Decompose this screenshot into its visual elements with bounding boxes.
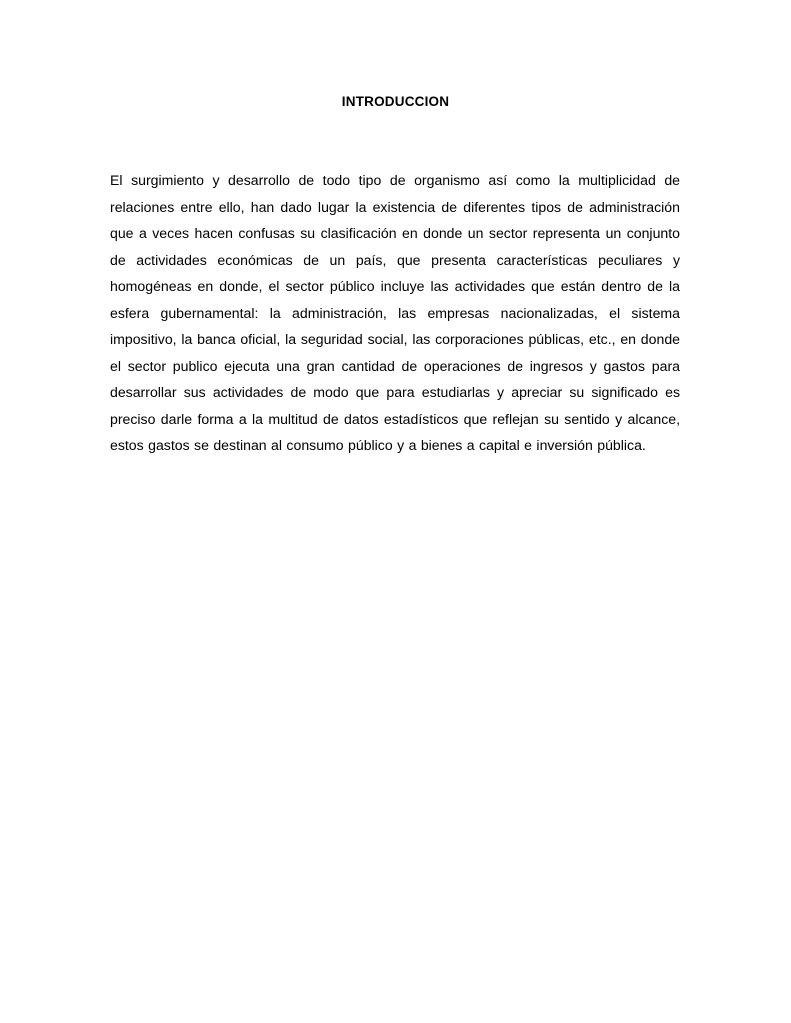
introduction-paragraph: El surgimiento y desarrollo de todo tipo de organismo así como la multiplicidad de relaciones entre ello, han dado lugar la existencia de diferentes tipos de administración que a veces hacen confusas su clasificación en donde un sector representa un conjunto de actividades económicas de un país, que presenta características peculiares y homogéneas en donde, el sector público incluye las actividades que están dentro de la esfera gubernamental: la administración, las empresas nacionalizadas, el sistema impositivo, la banca oficial, la seguridad social, las corporaciones públicas, etc., en donde el sector publico ejecuta una gran cantidad de operaciones de ingresos y gastos para desarrollar sus actividades de modo que para estudiarlas y apreciar su significado es preciso darle forma a la multitud de datos estadísticos que reflejan su sentido y alcance, estos gastos se destinan al consumo público y a bienes a capital e inversión pública.: [110, 172, 680, 454]
page-title: INTRODUCCION: [341, 94, 450, 109]
